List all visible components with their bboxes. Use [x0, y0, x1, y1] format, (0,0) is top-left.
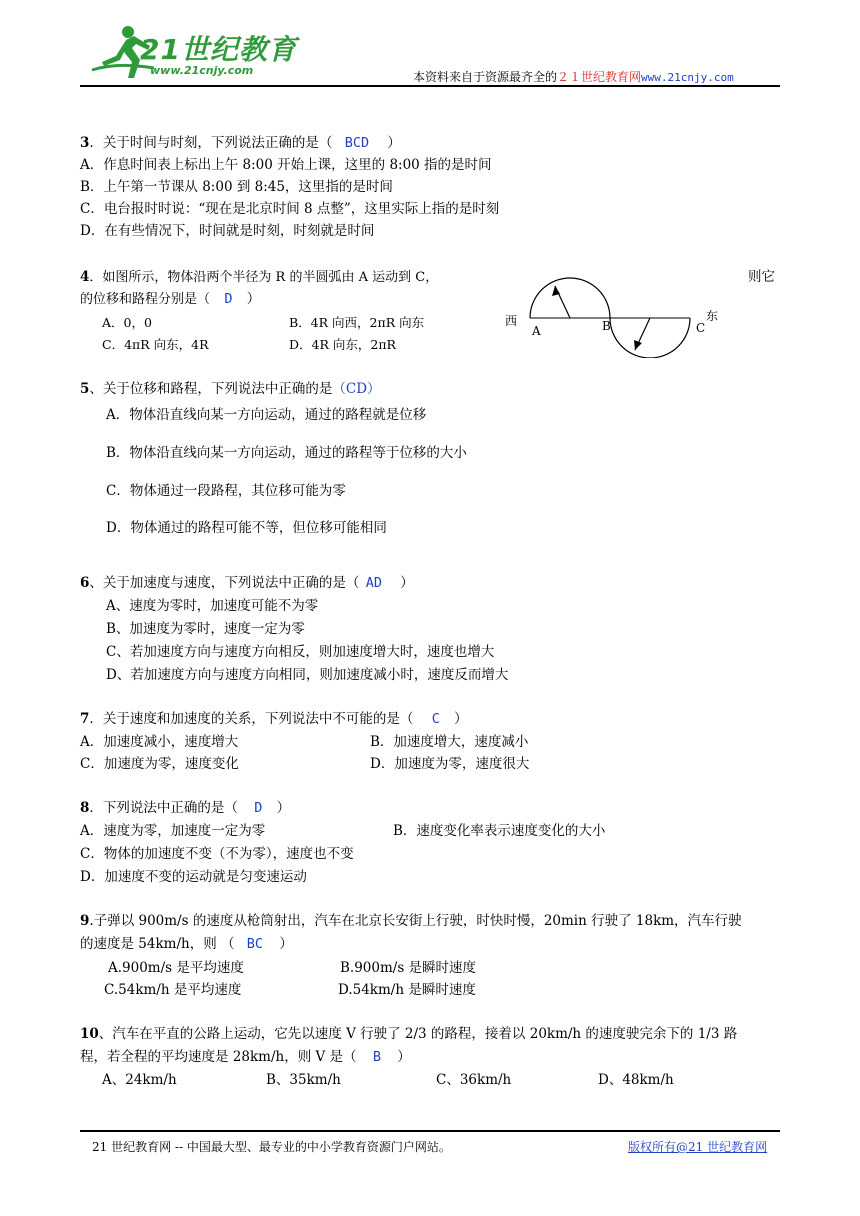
- option: B．速度变化率表示速度变化的大小: [393, 823, 606, 839]
- option: A．0，0: [102, 315, 152, 330]
- option: D、若加速度方向与速度方向相同，则加速度减小时，速度反而增大: [106, 667, 509, 683]
- option: A．速度为零，加速度一定为零: [80, 823, 266, 839]
- option: D．4R 向东，2πR: [289, 337, 396, 352]
- point-a-label: A: [532, 324, 541, 338]
- option: D．物体通过的路程可能不等，但位移可能相同: [106, 520, 387, 536]
- option: B．上午第一节课从 8:00 到 8:45，这里指的是时间: [80, 179, 393, 195]
- header-note-brand: ２１世纪教育网: [557, 70, 642, 84]
- question-number: 3: [80, 135, 90, 151]
- answer: AD: [365, 575, 382, 591]
- header-note-prefix: 本资料来自于资源最齐全的: [413, 70, 558, 84]
- option: C．电台报时时说：“现在是北京时间 8 点整”，这里实际上指的是时刻: [80, 201, 500, 217]
- question-close: ）: [397, 1049, 411, 1065]
- question-4-stem-tail: 则它: [748, 269, 775, 285]
- question-close: ）: [454, 711, 468, 727]
- answer: BCD: [344, 135, 370, 151]
- option: C．4πR 向东，4R: [102, 337, 209, 352]
- header-note: [413, 68, 734, 85]
- option: A.900m/s 是平均速度: [108, 960, 244, 976]
- question-7-stem: [80, 709, 468, 730]
- question-close: ）: [400, 575, 414, 591]
- question-text: .子弹以 900m/s 的速度从枪筒射出，汽车在北京长安街上行驶，时快时慢，20min 行驶了 18km，汽车行驶: [89, 913, 742, 929]
- header-divider: [80, 85, 780, 87]
- question-text: 、汽车在平直的公路上运动，它先以速度 V 行驶了 2/3 的路程，接着以 20km/h 的速度驶完余下的 1/3 路: [98, 1026, 738, 1042]
- option: C、若加速度方向与速度方向相反，则加速度增大时，速度也增大: [106, 644, 495, 660]
- question-5-stem: [80, 379, 381, 400]
- question-10-line2: [80, 1047, 411, 1068]
- question-text: 、关于加速度与速度，下列说法中正确的是（: [89, 575, 360, 591]
- footer-divider: [80, 1130, 780, 1132]
- option: B.900m/s 是瞬时速度: [340, 960, 477, 976]
- option: D.54km/h 是瞬时速度: [338, 982, 476, 998]
- option: B、35km/h: [266, 1072, 341, 1088]
- question-number: 9: [80, 913, 90, 929]
- question-text: 、关于位移和路程，下列说法中正确的是: [89, 381, 333, 397]
- option: D、48km/h: [598, 1072, 674, 1088]
- option: C．物体的加速度不变（不为零），速度也不变: [80, 846, 354, 862]
- option: B．加速度增大，速度减小: [370, 734, 529, 750]
- question-text: 程，若全程的平均速度是 28km/h，则 V 是（: [80, 1049, 357, 1065]
- question-number: 10: [80, 1026, 99, 1042]
- question-text: ．关于速度和加速度的关系，下列说法中不可能的是（: [89, 711, 414, 727]
- question-number: 8: [80, 800, 90, 816]
- question-9-stem: [80, 911, 742, 932]
- west-label: 西: [505, 314, 518, 328]
- logo-title: 21世纪教育: [140, 33, 297, 66]
- question-number: 5: [80, 381, 90, 397]
- question-number: 7: [80, 711, 90, 727]
- question-text: ．关于时间与时刻，下列说法正确的是（: [89, 135, 333, 151]
- option: A．加速度减小，速度增大: [80, 734, 239, 750]
- answer: D: [224, 291, 233, 307]
- option: B、加速度为零时，速度一定为零: [106, 621, 305, 637]
- option: B．物体沿直线向某一方向运动，通过的路程等于位移的大小: [106, 445, 467, 461]
- question-8-stem: [80, 798, 290, 819]
- question-9-line2: [80, 934, 293, 955]
- point-b-label: B: [602, 319, 611, 333]
- question-close: ）: [276, 800, 291, 816]
- point-c-label: C: [696, 321, 706, 335]
- option: C.54km/h 是平均速度: [104, 982, 242, 998]
- question-number: 6: [80, 575, 90, 591]
- footer-copyright-link[interactable]: 版权所有@21 世纪教育网: [628, 1140, 768, 1154]
- option: D．在有些情况下，时间就是时刻，时刻就是时间: [80, 223, 375, 239]
- question-text: 的速度是 54km/h，则 （: [80, 936, 235, 952]
- question-close: ）: [279, 936, 293, 952]
- option: C、36km/h: [436, 1072, 512, 1088]
- option: A．作息时间表上标出上午 8:00 开始上课，这里的 8:00 指的是时间: [80, 157, 492, 173]
- answer: BC: [246, 936, 264, 952]
- question-6-stem: [80, 573, 414, 594]
- option: B．4R 向西，2πR 向东: [289, 315, 425, 330]
- question-number: 4: [80, 269, 90, 285]
- answer: （CD）: [332, 381, 381, 397]
- east-label: 东: [706, 309, 719, 323]
- question-close: ）: [246, 291, 261, 307]
- header-note-url[interactable]: www.21cnjy.com: [641, 71, 734, 84]
- answer: C: [431, 711, 440, 727]
- logo[interactable]: [88, 22, 297, 82]
- question-3-stem: [80, 133, 401, 154]
- question-close: ）: [387, 135, 401, 151]
- footer-left: 21 世纪教育网 -- 中国最大型、最专业的中小学教育资源门户网站。: [92, 1140, 451, 1154]
- answer: D: [254, 800, 263, 816]
- option: D．加速度为零，速度很大: [370, 756, 530, 772]
- semicircle-figure: [500, 268, 740, 358]
- option: D．加速度不变的运动就是匀变速运动: [80, 869, 307, 885]
- option: C．加速度为零，速度变化: [80, 756, 239, 772]
- option: A．物体沿直线向某一方向运动，通过的路程就是位移: [106, 407, 427, 423]
- question-text: 的位移和路程分别是（: [80, 292, 211, 307]
- answer: B: [372, 1049, 381, 1065]
- option: A、速度为零时，加速度可能不为零: [106, 598, 319, 614]
- option: C．物体通过一段路程，其位移可能为零: [106, 483, 346, 499]
- question-text: ．下列说法中正确的是（: [89, 800, 238, 816]
- question-4-line2: [80, 289, 260, 310]
- question-10-stem: [80, 1024, 737, 1045]
- question-text: ．如图所示，物体沿两个半径为 R 的半圆弧由 A 运动到 C，: [89, 270, 439, 285]
- option: A、24km/h: [102, 1072, 177, 1088]
- logo-url: www.21cnjy.com: [150, 64, 254, 77]
- semicircle-diagram: [500, 268, 740, 358]
- question-4-stem: [80, 267, 438, 288]
